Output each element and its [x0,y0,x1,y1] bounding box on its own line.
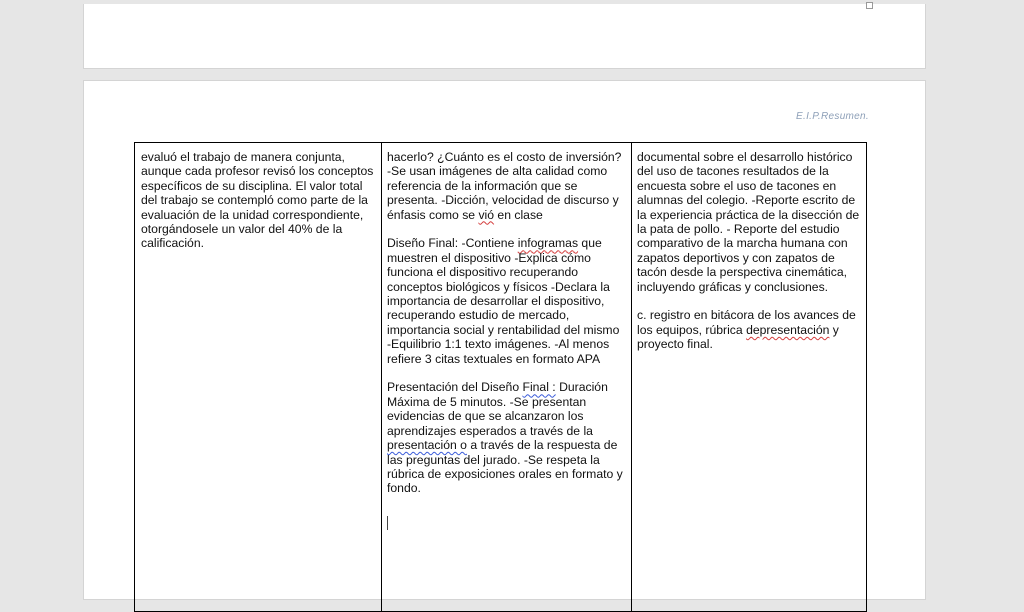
text-run: Diseño Final: -Contiene [387,236,518,251]
text-run: hacerlo? ¿Cuánto es el costo de inversión? -Se usan imágenes de alta calidad como referencia de la información que se presenta. -Dicción, velocidad de discurso y énfasis como se [387,150,622,222]
text-run: Presentación del Diseño [387,380,523,395]
table-cell-column-1[interactable] [135,143,382,611]
text-run: c. registro en bitácora de los avances de los equipos, rúbrica [637,308,856,337]
table-cell-column-2[interactable] [382,143,632,611]
text-run: Duración Máxima de 5 minutos. -Se presentan evidencias de que se alcanzaron los aprendizajes esperados a través de la [387,380,608,438]
grammar-error-word[interactable]: Final : [522,380,556,395]
cell-3-paragraph-2[interactable] [637,308,861,351]
page-corner-marker [866,2,873,9]
grammar-error-word[interactable]: presentación o [387,438,467,453]
previous-page [83,4,926,69]
cell-2-paragraph-3[interactable] [387,380,626,495]
content-table[interactable] [134,142,867,612]
text-run: en clase [494,207,543,222]
text-run: y proyecto final. [637,322,839,352]
spelling-error-word[interactable]: depresentación [746,322,830,337]
cell-3-paragraph-1[interactable]: documental sobre el desarrollo histórico del uso de tacones resultados de la encuesta sobre el uso de tacones en alumnas del colegio. -Reporte escrito de la experiencia práctica de la disección de la pata de pollo. - Reporte del estudio comparativo de la marcha humana con zapatos deportivos y con zapatos de tacón desde la perspectiva cinemática, incluyendo gráficas y conclusiones. [637,150,860,294]
cell-2-paragraph-2[interactable] [387,236,626,366]
text-run: que muestren el dispositivo -Explica cómo funciona el dispositivo recuperando conceptos biológicos y físicos -Declara la importancia de desarrollar el dispositivo, recuperando estudio de mercado, importancia social y rentabilidad del mismo -Equilibrio 1:1 texto imágenes. -Al menos refiere 3 citas textuales en formato APA [387,236,620,366]
spelling-error-word[interactable]: infogramas [517,236,579,251]
text-cursor [387,516,388,530]
spelling-error-word[interactable]: vió [478,207,495,222]
document-page[interactable] [83,80,926,600]
text-run: a través de la respuesta de las preguntas del jurado. -Se respeta la rúbrica de exposiciones orales en formato y fondo. [387,438,623,496]
page-header[interactable]: E.I.P.Resumen. [796,111,869,122]
cell-2-paragraph-1[interactable] [387,150,626,222]
cell-1-paragraph[interactable]: evaluó el trabajo de manera conjunta, aunque cada profesor revisó los conceptos específicos de su disciplina. El valor total del trabajo se contempló como parte de la evaluación de la unidad correspondiente, otorgándosele un valor del 40% de la calificación. [141,150,374,251]
table-cell-column-3[interactable] [632,143,866,611]
